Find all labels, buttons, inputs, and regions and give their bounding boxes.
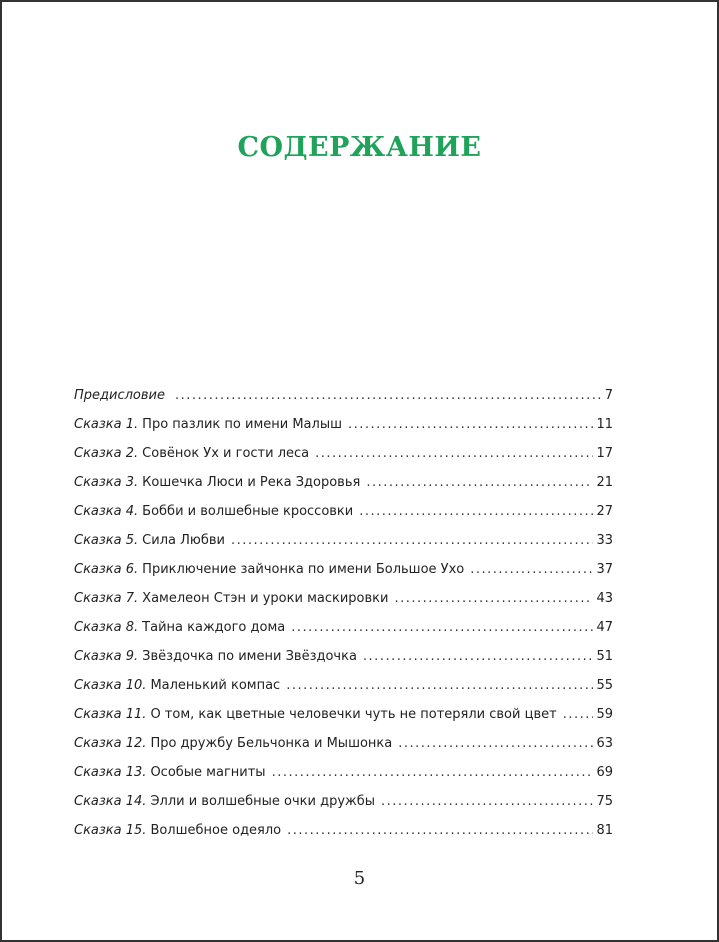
dot-leader: [366, 475, 593, 490]
toc-entry-page: 59: [596, 707, 613, 722]
page-number: 5: [353, 868, 366, 889]
toc-entry-label: Сказка 13.: [74, 765, 147, 780]
dot-leader: [563, 707, 594, 722]
toc-entry-label: Сказка 14.: [74, 794, 147, 809]
dot-leader: [398, 736, 593, 751]
toc-entry-label: Предисловие: [74, 388, 165, 403]
toc-entry-page: 47: [596, 620, 613, 635]
toc-entry-label: Сказка 3.: [74, 475, 139, 490]
toc-entry[interactable]: [74, 504, 613, 533]
toc-entry-title: Приключение зайчонка по имени Большое Ухо: [142, 562, 465, 577]
dot-leader: [175, 388, 602, 403]
toc-entry[interactable]: [74, 649, 613, 678]
dot-leader: [470, 562, 593, 577]
toc-entry-label: Сказка 8.: [74, 620, 139, 635]
toc-entry[interactable]: [74, 562, 613, 591]
toc-entry-page: 27: [596, 504, 613, 519]
toc-entry-title: О том, как цветные человечки чуть не потеряли свой цвет: [150, 707, 557, 722]
toc-entry[interactable]: [74, 446, 613, 475]
toc-entry-page: 43: [596, 591, 613, 606]
toc-entry-title: Элли и волшебные очки дружбы: [150, 794, 376, 809]
toc-entry-page: 63: [596, 736, 613, 751]
toc-entry-label: Сказка 1.: [74, 417, 139, 432]
toc-entry[interactable]: [74, 765, 613, 794]
toc-entry[interactable]: [74, 707, 613, 736]
dot-leader: [231, 533, 594, 548]
dot-leader: [272, 765, 594, 780]
toc-entry-label: Сказка 2.: [74, 446, 139, 461]
toc-entry-page: 51: [596, 649, 613, 664]
toc-entry-label: Сказка 6.: [74, 562, 139, 577]
toc-entry[interactable]: [74, 591, 613, 620]
toc-entry-title: Про пазлик по имени Малыш: [142, 417, 342, 432]
toc-entry-title: Маленький компас: [150, 678, 281, 693]
toc-entry[interactable]: [74, 388, 613, 417]
toc-entry[interactable]: [74, 678, 613, 707]
toc-entry-page: 75: [596, 794, 613, 809]
dot-leader: [394, 591, 593, 606]
toc-entry[interactable]: [74, 736, 613, 765]
toc-entry[interactable]: [74, 794, 613, 823]
toc-entry-title: Бобби и волшебные кроссовки: [142, 504, 354, 519]
toc-entry[interactable]: [74, 620, 613, 649]
toc-entry-page: 37: [596, 562, 613, 577]
toc-entry-page: 7: [604, 388, 613, 403]
table-of-contents: [74, 388, 613, 852]
toc-entry-title: Кошечка Люси и Река Здоровья: [142, 475, 361, 490]
toc-entry-title: Тайна каждого дома: [142, 620, 286, 635]
dot-leader: [359, 504, 593, 519]
toc-entry-page: 33: [596, 533, 613, 548]
toc-entry[interactable]: [74, 823, 613, 852]
dot-leader: [315, 446, 593, 461]
toc-entry[interactable]: [74, 475, 613, 504]
dot-leader: [381, 794, 593, 809]
toc-entry-page: 55: [596, 678, 613, 693]
toc-entry-label: Сказка 10.: [74, 678, 147, 693]
toc-entry-label: Сказка 12.: [74, 736, 147, 751]
toc-entry-title: Совёнок Ух и гости леса: [142, 446, 310, 461]
toc-entry-title: Про дружбу Бельчонка и Мышонка: [150, 736, 393, 751]
toc-entry-title: Сила Любви: [142, 533, 225, 548]
page-title: СОДЕРЖАНИЕ: [237, 132, 482, 163]
dot-leader: [291, 620, 593, 635]
toc-entry-page: 17: [596, 446, 613, 461]
toc-entry-label: Сказка 4.: [74, 504, 139, 519]
toc-entry-page: 81: [596, 823, 613, 838]
toc-entry-title: Волшебное одеяло: [150, 823, 282, 838]
toc-entry-label: Сказка 7.: [74, 591, 139, 606]
toc-entry-page: 11: [596, 417, 613, 432]
toc-entry-label: Сказка 5.: [74, 533, 139, 548]
dot-leader: [348, 417, 593, 432]
toc-entry-title: Звёздочка по имени Звёздочка: [142, 649, 357, 664]
toc-entry-label: Сказка 15.: [74, 823, 147, 838]
toc-entry-page: 21: [596, 475, 613, 490]
dot-leader: [286, 678, 593, 693]
toc-entry-label: Сказка 11.: [74, 707, 147, 722]
dot-leader: [363, 649, 594, 664]
toc-entry[interactable]: [74, 417, 613, 446]
toc-entry[interactable]: [74, 533, 613, 562]
toc-entry-label: Сказка 9.: [74, 649, 139, 664]
toc-entry-page: 69: [596, 765, 613, 780]
dot-leader: [287, 823, 593, 838]
toc-entry-title: Особые магниты: [150, 765, 266, 780]
toc-entry-title: Хамелеон Стэн и уроки маскировки: [142, 591, 389, 606]
